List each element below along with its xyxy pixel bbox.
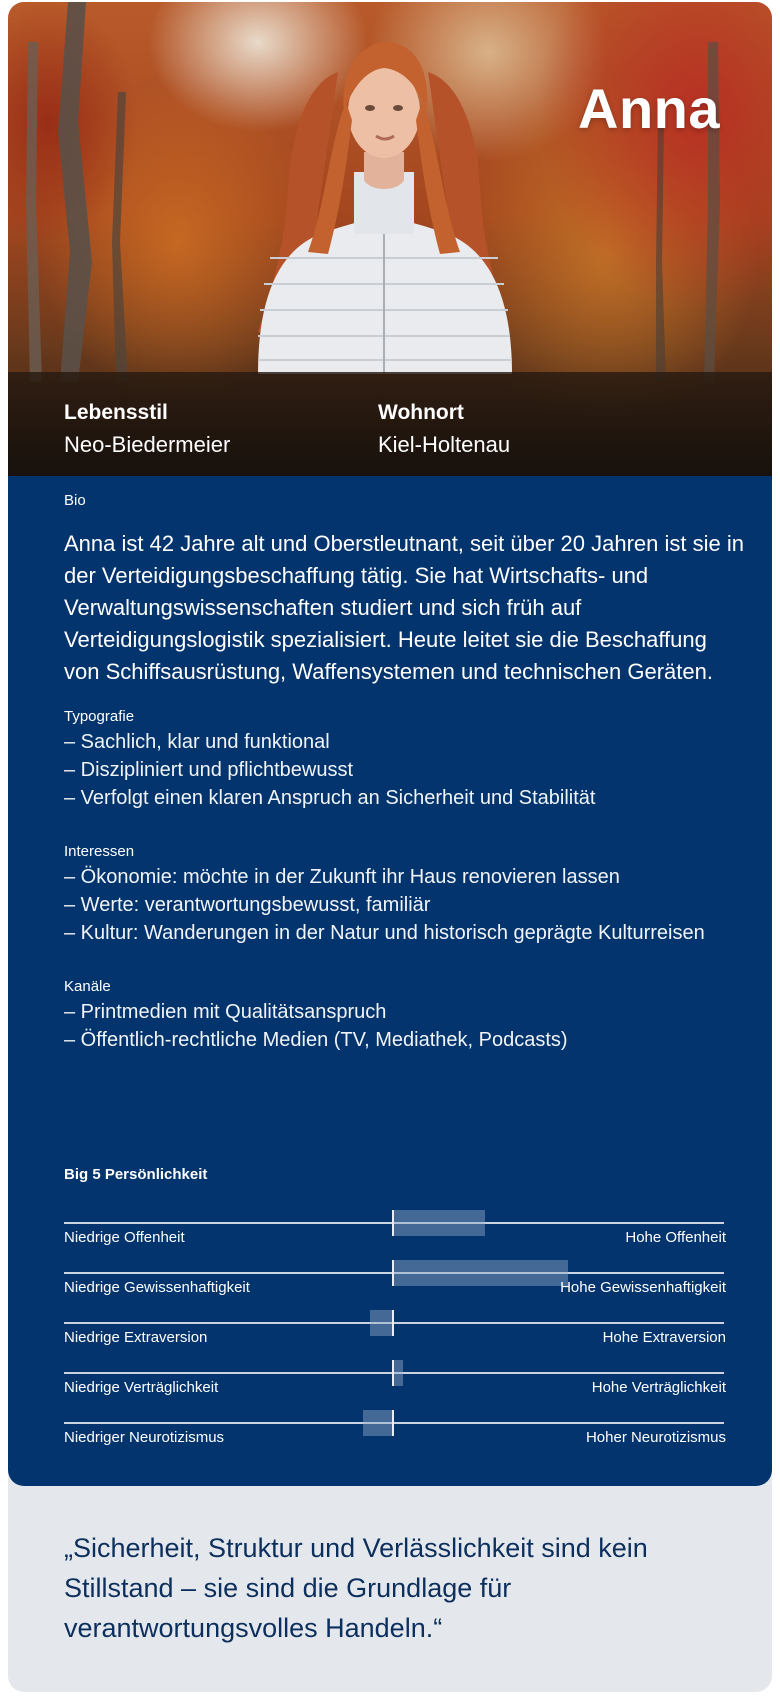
trait-low-label: Niedrige Offenheit [64, 1229, 185, 1246]
trait-bar [370, 1310, 393, 1336]
list-item: – Sachlich, klar und funktional [64, 731, 330, 753]
list-item: – Öffentlich-rechtliche Medien (TV, Mediathek, Podcasts) [64, 1029, 568, 1051]
trait-center-marker [392, 1410, 394, 1436]
list-item: – Verfolgt einen klaren Anspruch an Sicherheit und Stabilität [64, 787, 596, 809]
kanaele-list [64, 998, 764, 1054]
trait-low-label: Niedrige Gewissenhaftigkeit [64, 1279, 250, 1296]
fact-lifestyle [64, 398, 230, 462]
list-item: – Diszipliniert und pflichtbewusst [64, 759, 354, 781]
trait-high-label: Hohe Offenheit [625, 1229, 726, 1246]
kanaele-label: Kanäle [64, 978, 111, 995]
trait-bar [393, 1210, 485, 1236]
trait-openness [64, 1202, 724, 1252]
fact-location-value: Kiel-Holtenau [378, 432, 511, 457]
bio-text: Anna ist 42 Jahre alt und Oberstleutnant, seit über 20 Jahren ist sie in der Verteidigungsbeschaffung tätig. Sie hat Wirtschafts- und Verwaltungswissenschaften studiert und sich früh auf Verteidigungslogistik spezialisiert. Heute leitet sie die Beschaffung von Schiffsausrüstung, Waffensystemen und technischen Geräten. [64, 531, 744, 684]
trait-high-label: Hohe Verträglichkeit [591, 1379, 726, 1396]
list-item: – Kultur: Wanderungen in der Natur und historisch geprägte Kulturreisen [64, 922, 705, 944]
bio-label: Bio [64, 492, 86, 509]
trait-center-marker [392, 1360, 394, 1386]
persona-name: Anna [578, 77, 720, 140]
list-item: – Ökonomie: möchte in der Zukunft ihr Haus renovieren lassen [64, 866, 620, 888]
trait-track [64, 1322, 724, 1324]
fact-lifestyle-value: Neo-Biedermeier [64, 432, 231, 457]
interessen-list [64, 863, 764, 947]
persona-quote: „Sicherheit, Struktur und Verlässlichkeit sind kein Stillstand – sie sind die Grundlage für verantwortungsvolles Handeln.“ [64, 1533, 648, 1643]
trait-extraversion [64, 1302, 724, 1352]
persona-card [8, 2, 772, 1692]
trait-high-label: Hohe Extraversion [602, 1329, 726, 1346]
big5-title: Big 5 Persönlichkeit [64, 1166, 208, 1183]
trait-low-label: Niedriger Neurotizismus [64, 1429, 225, 1446]
trait-bar [363, 1410, 393, 1436]
trait-center-marker [392, 1260, 394, 1286]
hero-photo [8, 2, 772, 476]
persona-details [8, 476, 772, 1486]
trait-bar [393, 1260, 568, 1286]
trait-conscientiousness [64, 1252, 724, 1302]
fact-location-label: Wohnort [378, 401, 464, 424]
trait-low-label: Niedrige Extraversion [64, 1329, 208, 1346]
trait-low-label: Niedrige Verträglichkeit [64, 1379, 219, 1396]
fact-location [378, 398, 510, 462]
interessen-label: Interessen [64, 843, 135, 860]
fact-lifestyle-label: Lebensstil [64, 401, 168, 424]
trait-center-marker [392, 1210, 394, 1236]
trait-neuroticism [64, 1402, 724, 1452]
trait-agreeableness [64, 1352, 724, 1402]
trait-high-label: Hoher Neurotizismus [585, 1429, 726, 1446]
trait-high-label: Hohe Gewissenhaftigkeit [560, 1279, 726, 1296]
list-item: – Werte: verantwortungsbewusst, familiär [64, 894, 431, 916]
trait-bar [393, 1360, 403, 1386]
trait-track [64, 1422, 724, 1424]
trait-center-marker [392, 1310, 394, 1336]
typografie-list [64, 728, 764, 812]
typografie-label: Typografie [64, 708, 135, 725]
facts-bar [8, 372, 772, 476]
list-item: – Printmedien mit Qualitätsanspruch [64, 1001, 387, 1023]
